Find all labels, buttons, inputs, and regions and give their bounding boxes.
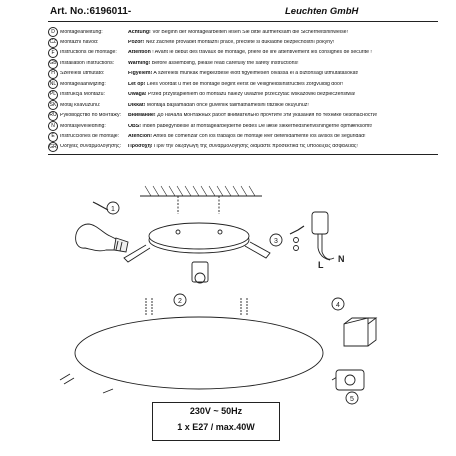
svg-text:5: 5 xyxy=(350,396,354,403)
language-code: GR xyxy=(48,142,58,152)
language-label: Instructions de montage: xyxy=(60,50,117,56)
instruction-sentence: Before assembling, please read carefully the safety instructions! xyxy=(150,60,299,66)
language-label: Montážní návod: xyxy=(60,40,99,46)
electrical-spec-box xyxy=(152,402,280,441)
language-code: GB xyxy=(48,59,58,69)
language-code: PL xyxy=(48,90,58,100)
glass-shade xyxy=(75,317,323,389)
instruction-sentence: До начала монтажных работ внимательно прочтите эти указания по технике безопасности! xyxy=(155,113,378,119)
step-callout xyxy=(346,392,358,404)
language-code: NL xyxy=(48,79,58,89)
language-label: Instrukcja Montażu: xyxy=(60,92,105,98)
article-number: Art. No.:6196011- xyxy=(50,6,132,17)
warning-word: Προσοχή! xyxy=(128,144,153,150)
language-code: SK xyxy=(48,100,58,110)
lamp-spec: 1 x E27 / max.40W xyxy=(177,422,255,432)
warning-word: Figyelem! xyxy=(128,71,153,77)
bracket-detail xyxy=(344,318,376,346)
warning-word: Let op! xyxy=(128,81,146,87)
svg-text:3: 3 xyxy=(274,238,278,245)
warning-word: Uwaga! xyxy=(128,92,147,98)
instruction-sentence: Vor Beginn der Montagearbeiten lesen Sie bitte aufmerksam die Sicherheitshinweise! xyxy=(150,29,349,35)
warning-word: Attention xyxy=(128,50,151,56)
language-label: Руководство по монтажу: xyxy=(60,113,121,119)
svg-text:2: 2 xyxy=(178,298,182,305)
warning-word: Atención! xyxy=(128,133,152,139)
instruction-sentence: Przed przystąpieniem do montażu należy uważnie przeczytać wskazówki bezpieczeństwa! xyxy=(146,92,356,98)
language-label: Installation Instructions: xyxy=(60,60,115,66)
screw-icon xyxy=(146,298,247,316)
ceiling-hatch xyxy=(140,186,262,196)
instruction-sentence: Πριν την διεξαγωγή της συναρμολόγησης διαβάστε προσεκτικά τις υποδείξεις ασφαλείας! xyxy=(152,144,358,150)
language-code: H xyxy=(48,69,58,79)
warning-word: Achtung! xyxy=(128,29,151,35)
socket-detail-icon xyxy=(336,370,364,390)
instruction-sentence: Než začnete provádět montážní práce, přečtěte si důkladně bezpečnostní pokyny! xyxy=(144,40,335,46)
language-label: Motaj kılavuzunu: xyxy=(60,102,101,108)
language-label: Montageanleitung: xyxy=(60,29,103,35)
step-callout xyxy=(107,202,344,310)
instruction-sentence: Inden påbegyndelse af montagearbejderne bedes De læse sikkerhedshenvisningerne opmærksomt! xyxy=(140,123,373,129)
language-label: Οδηγίες συναρμολόγησης: xyxy=(60,144,122,150)
language-code: D xyxy=(48,27,58,37)
voltage-spec: 230V ~ 50Hz xyxy=(189,406,243,416)
lamp-socket-icon xyxy=(192,262,208,283)
live-wire-label: L xyxy=(318,260,324,270)
instruction-sentence: Lees voordat u met de montage begint eerst de veiligheidsinstructies zorgvuldig door! xyxy=(145,81,344,87)
warning-word: Dikkat! xyxy=(128,102,146,108)
language-label: Instrucciones de montaje: xyxy=(60,133,120,139)
language-label: Szerelési útmutató: xyxy=(60,71,105,77)
ceiling-plate xyxy=(149,223,249,253)
instruction-sentence: Antes de comenzar con los trabajos de montaje leer detenidamente los avisos de seguridad! xyxy=(151,133,366,139)
instruction-sentence: A szerelési munkák megkezdése előtt figyelmesen olvassa el a biztonsági útmutatásokat! xyxy=(152,71,359,77)
language-label: Montageaanwijzing: xyxy=(60,81,106,87)
language-code: RU xyxy=(48,111,58,121)
language-code: N xyxy=(48,121,58,131)
brand-name: Leuchten GmbH xyxy=(285,6,359,17)
terminal-block xyxy=(294,212,335,260)
instruction-sentence: Montaja başlamadan önce güvenlik talimatnamesini titizlikle okuyunuz! xyxy=(145,102,309,108)
language-code: F xyxy=(48,48,58,58)
neutral-wire-label: N xyxy=(338,254,345,264)
language-label: Montasjeveiledning: xyxy=(60,123,106,129)
warning-word: Warning! xyxy=(128,60,151,66)
light-bulb-icon xyxy=(76,224,128,252)
warning-word: Внимание! xyxy=(128,113,156,119)
language-code: CZ xyxy=(48,38,58,48)
warning-word: Pozor! xyxy=(128,40,145,46)
language-code: E xyxy=(48,132,58,142)
instruction-sentence: ! Avant le début des travaux de montage, prière de lire attentivement les consignes de sécurité ! xyxy=(150,50,372,56)
warning-word: OBS! xyxy=(128,123,141,129)
svg-text:1: 1 xyxy=(111,206,115,213)
screw-icon xyxy=(178,196,219,214)
svg-text:4: 4 xyxy=(336,302,340,309)
